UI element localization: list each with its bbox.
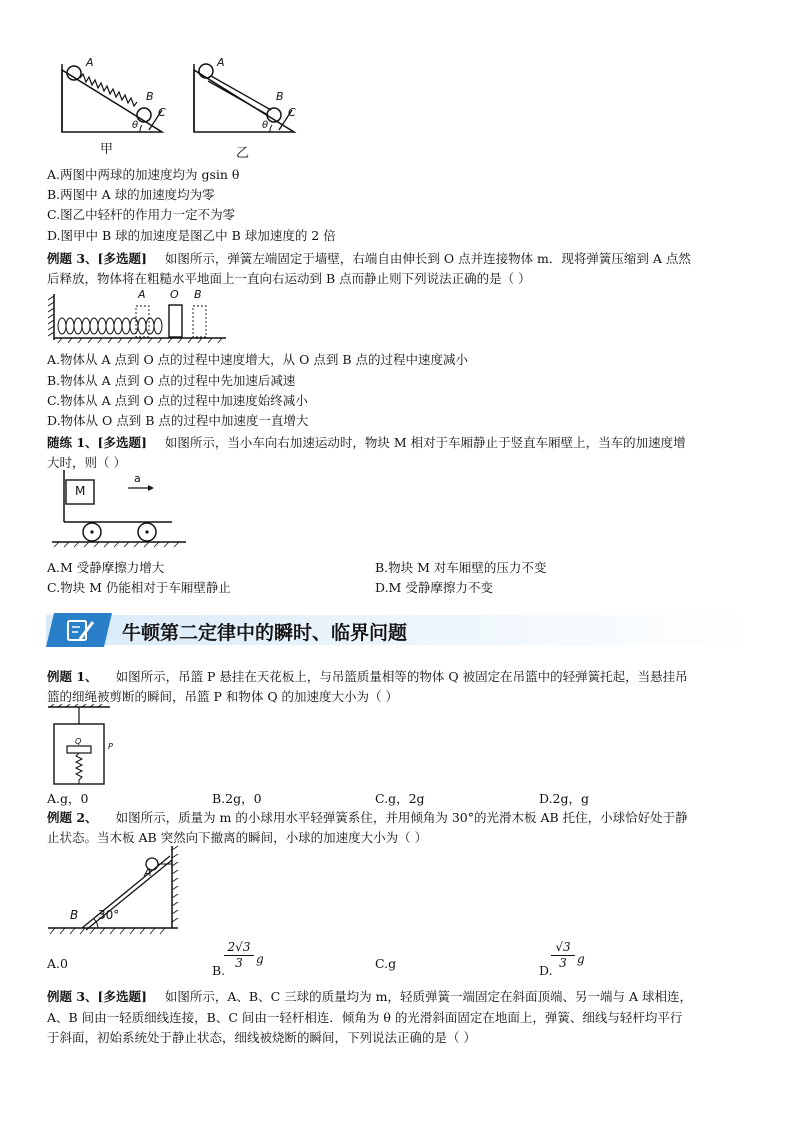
question-tag: 例题 3、[多选题]	[47, 251, 147, 266]
fig-board-angle: 30°	[98, 908, 120, 922]
fig-yi-letter-c: C	[288, 106, 296, 119]
fig-yi-letter-b: B	[276, 90, 284, 103]
question-text: 如图所示，当小车向右加速运动时，物块 M 相对于车厢静止于竖直车厢壁上，当车的加速度增	[164, 435, 686, 450]
question-text: 如图所示，弹簧左端固定于墙壁，右端自由伸长到 O 点并连接物体 m．现将弹簧压缩到 A 点然	[164, 251, 691, 266]
example1-option-b: B.2g，0	[212, 791, 262, 806]
practice1-line2: 大时，则（ ）	[47, 455, 126, 470]
example3b-line2: A、B 间由一轻质细线连接，B、C 间由一轻杆相连．倾角为 θ 的光滑斜面固定在地面上，弹簧、细线与轻杆均平行	[47, 1010, 683, 1025]
example1-line2: 篮的细绳被剪断的瞬间，吊篮 P 和物体 Q 的加速度大小为（ ）	[47, 689, 399, 704]
section-title: 牛顿第二定律中的瞬时、临界问题	[122, 622, 408, 644]
fig-jia-letter-c: C	[158, 106, 166, 119]
example2-option-b: B.	[212, 963, 226, 978]
fig-yi-letter-a: A	[217, 56, 225, 69]
example3a-option-c: C.物体从 A 点到 O 点的过程中加速度始终减小	[47, 393, 308, 408]
fig-board-label-b: B	[70, 908, 79, 922]
fig-spring-label-b: B	[194, 288, 202, 301]
example3a-option-a: A.物体从 A 点到 O 点的过程中速度增大，从 O 点到 B 点的过程中速度减小	[47, 352, 468, 367]
question-tag: 例题 3、[多选题]	[47, 989, 147, 1004]
example3a-line1	[47, 250, 691, 267]
fig-cart-block-m: M	[75, 484, 86, 498]
fraction-numerator: 2√3	[224, 940, 254, 956]
option-b-unit: g	[256, 952, 264, 966]
incline-figure-yi	[184, 52, 302, 152]
example1-line1	[47, 668, 688, 685]
fig-label-jia: 甲	[100, 142, 114, 157]
example3b-line1	[47, 988, 692, 1005]
fig-spring-label-o: O	[170, 288, 179, 301]
fig-basket-label-p: P	[108, 742, 113, 751]
prev-option-b: B.两图中 A 球的加速度均为零	[47, 187, 215, 202]
fig-label-yi: 乙	[236, 146, 250, 161]
example3a-option-d: D.物体从 O 点到 B 点的过程中加速度一直增大	[47, 413, 309, 428]
example1-option-a: A.g，0	[47, 791, 89, 806]
question-text: 如图所示，A、B、C 三球的质量均为 m，轻质弹簧一端固定在斜面顶端、另一端与 A 球相连，	[164, 989, 692, 1004]
practice1-option-d: D.M 受静摩擦力不变	[375, 580, 493, 595]
option-d-unit: g	[577, 952, 585, 966]
example3a-line2: 后释放，物体将在粗糙水平地面上一直向右运动到 B 点而静止则下列说法正确的是（ ）	[47, 271, 531, 286]
fraction-numerator: √3	[551, 940, 575, 956]
question-tag: 例题 1、	[47, 669, 98, 684]
prev-option-a: A.两图中两球的加速度均为 gsin θ	[47, 167, 240, 182]
practice1-option-a: A.M 受静摩擦力增大	[47, 560, 165, 575]
example1-option-c: C.g，2g	[375, 791, 425, 806]
option-d-fraction	[551, 940, 575, 971]
question-text: 如图所示，吊篮 P 悬挂在天花板上，与吊篮质量相等的物体 Q 被固定在吊篮中的轻弹簧托起，当悬挂吊	[115, 669, 688, 684]
question-tag: 例题 2、	[47, 810, 98, 825]
fraction-denominator: 3	[235, 956, 243, 970]
cart-figure	[50, 466, 190, 548]
practice1-option-c: C.物块 M 仍能相对于车厢壁静止	[47, 580, 231, 595]
question-text: 如图所示，质量为 m 的小球用水平轻弹簧系住，并用倾角为 30°的光滑木板 AB 托住，小球恰好处于静	[115, 810, 688, 825]
example3a-option-b: B.物体从 A 点到 O 点的过程中先加速后减速	[47, 373, 296, 388]
fig-jia-theta: θ	[132, 120, 139, 131]
fig-basket-label-q: Q	[75, 737, 82, 746]
fig-yi-theta: θ	[262, 120, 269, 131]
prev-option-c: C.图乙中轻杆的作用力一定不为零	[47, 207, 236, 222]
practice1-line1	[47, 434, 686, 451]
fig-jia-letter-b: B	[146, 90, 154, 103]
fraction-denominator: 3	[559, 956, 567, 970]
example1-option-d: D.2g，g	[539, 791, 590, 806]
example3b-line3: 于斜面，初始系统处于静止状态，细线被烧断的瞬间，下列说法正确的是（ ）	[47, 1030, 476, 1045]
fig-board-label-a: A	[144, 866, 152, 879]
practice1-option-b: B.物块 M 对车厢壁的压力不变	[375, 560, 547, 575]
example2-option-c: C.g	[375, 956, 397, 971]
example2-option-d: D.	[539, 963, 553, 978]
prev-option-d: D.图甲中 B 球的加速度是图乙中 B 球加速度的 2 倍	[47, 228, 336, 243]
example2-option-a: A.0	[47, 956, 68, 971]
fig-spring-label-a: A	[138, 288, 146, 301]
option-b-fraction	[224, 940, 254, 971]
fig-jia-letter-a: A	[86, 56, 94, 69]
board-spring-figure	[48, 842, 182, 938]
fig-cart-accel-a: a	[134, 472, 141, 485]
example2-line1	[47, 809, 688, 826]
example2-line2: 止状态。当木板 AB 突然向下撤离的瞬间，小球的加速度大小为（ ）	[47, 830, 428, 845]
question-tag: 随练 1、[多选题]	[47, 435, 147, 450]
